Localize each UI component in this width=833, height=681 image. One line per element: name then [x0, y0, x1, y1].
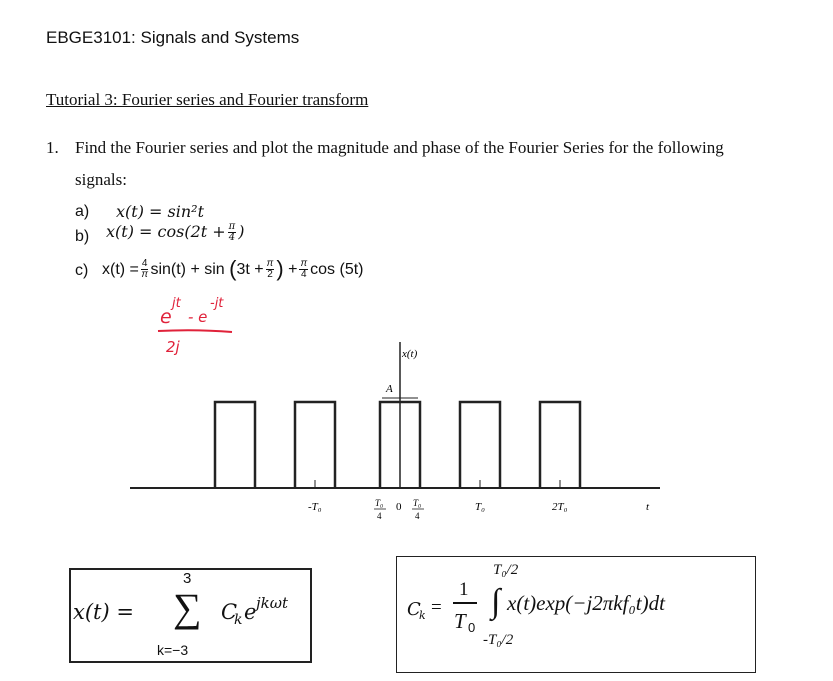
pulse-train-diagram: [120, 330, 680, 540]
item-c-frac3: $\frac{\pi}{4}$: [300, 258, 308, 281]
item-c-part1: x(t) =: [102, 261, 139, 278]
tick-label-neg-T0: -T₀: [308, 501, 322, 513]
tutorial-title: Tutorial 3: Fourier series and Fourier transform: [46, 90, 369, 109]
question-text-line1: Find the Fourier series and plot the magnitude and phase of the Fourier Series for the following: [75, 138, 724, 157]
series-exponent: jkωt: [256, 594, 288, 612]
fourier-coefficient-formula-box: [396, 556, 756, 673]
item-c-label: c): [75, 262, 89, 279]
item-b-expression: [106, 222, 245, 243]
pulse-waveform: [215, 402, 580, 488]
course-header: EBGE3101: Signals and Systems: [46, 28, 300, 47]
integral-symbol: ∫: [491, 583, 501, 620]
handwritten-minus-e: - e: [188, 308, 208, 326]
tick-label-T0: T₀: [475, 501, 485, 513]
question-number: 1.: [46, 138, 59, 157]
integrand: x(t)exp(−j2πkf₀t)dt: [507, 591, 665, 615]
item-c-frac1: $\frac{4}{\pi}$: [141, 258, 149, 281]
time-axis-label: t: [646, 501, 650, 513]
item-c-frac2: $\frac{\pi}{2}$: [266, 258, 274, 281]
tick-marks: [315, 480, 560, 488]
coef-denominator: T: [454, 609, 466, 633]
item-b-label: b): [75, 228, 90, 245]
fourier-series-formula-box: [69, 568, 312, 663]
coef-lhs: C: [407, 599, 421, 620]
item-c-paren-close: ): [276, 256, 284, 281]
item-a-expression: x(t) = sin²t: [116, 202, 204, 221]
handwritten-exponent-1: jt: [172, 296, 181, 311]
coef-equals: =: [431, 597, 442, 618]
sum-upper-limit: 3: [183, 570, 192, 587]
series-term: C: [221, 600, 238, 624]
item-c-part5: cos (5t): [310, 261, 364, 278]
handwritten-denominator: 2j: [166, 338, 180, 356]
integral-lower-limit: -T₀/2: [483, 632, 514, 648]
integral-upper-limit: T₀/2: [493, 562, 519, 578]
item-b-prefix: x(t) = cos(2t +: [106, 222, 226, 241]
item-b-suffix: ): [238, 222, 245, 241]
tick-label-2T0: 2T₀: [552, 501, 568, 513]
coef-numerator: 1: [459, 579, 469, 600]
item-a-label: a): [75, 203, 90, 220]
handwritten-e: e: [160, 306, 172, 328]
series-lhs: x(t) =: [73, 600, 134, 624]
item-c-expression: [102, 256, 364, 282]
coef-denominator-subscript: 0: [468, 620, 476, 635]
amplitude-label: A: [386, 383, 393, 395]
tick-denominator-right: 4: [415, 511, 420, 521]
item-b-fraction: $\frac{\pi}{4}$: [228, 221, 236, 243]
series-e: e: [244, 600, 257, 624]
coef-fraction-bar: [453, 602, 477, 604]
tick-label-neg-quarter-T0: T₀: [375, 498, 384, 508]
tick-label-pos-quarter-T0: T₀: [413, 498, 422, 508]
waveform-ylabel: x(t): [402, 348, 418, 360]
handwritten-exponent-2: -jt: [210, 296, 224, 311]
item-c-part3: 3t +: [236, 261, 264, 278]
tick-label-zero: 0: [396, 501, 402, 513]
item-c-part4: +: [288, 261, 298, 278]
series-term-subscript: k: [234, 612, 243, 628]
sum-lower-limit: k=−3: [157, 642, 189, 658]
item-c-part2: sin(t) + sin: [150, 261, 225, 278]
tick-denominator-left: 4: [377, 511, 382, 521]
summation-symbol: ∑: [173, 585, 202, 630]
coef-lhs-subscript: k: [419, 609, 426, 622]
item-c-paren-open: (: [229, 256, 237, 281]
question-text-line2: signals:: [75, 170, 127, 189]
